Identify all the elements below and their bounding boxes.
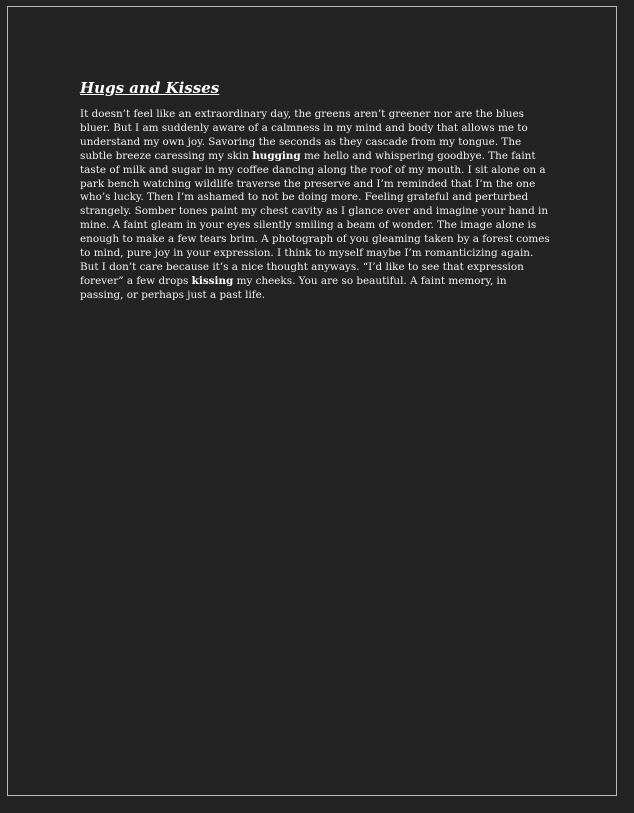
body-text-part-1: It doesn’t feel like an extraordinary day, the greens aren’t greener nor are the blues bluer. But I am suddenly aware of a calmness in my mind and body that allows me to understand my own joy. Savoring the seconds as they cascade from my tongue. The subtle breeze caressing my skin xyxy=(80,108,528,162)
bold-word-kissing: kissing xyxy=(191,274,234,287)
bold-word-hugging: hugging xyxy=(252,149,301,162)
document-content xyxy=(80,79,552,303)
document-page xyxy=(7,6,617,796)
body-text-part-3: my cheeks. You are so beautiful. A faint memory, in passing, or perhaps just a past life. xyxy=(80,274,507,301)
document-title: Hugs and Kisses xyxy=(80,79,220,97)
body-paragraph xyxy=(80,108,552,303)
body-text-part-2: me hello and whispering goodbye. The faint taste of milk and sugar in my coffee dancing along the roof of my mouth. I sit alone on a park bench watching wildlife traverse the preserve and I’m reminded that I’m the one who’s lucky. Then I’m ashamed to not be doing more. Feeling grateful and perturbed strangely. Somber tones paint my chest cavity as I glance over and imagine your hand in mine. A faint gleam in your eyes silently smiling a beam of wonder. The image alone is enough to make a few tears brim. A photograph of you gleaming taken by a forest comes to mind, pure joy in your expression. I think to myself maybe I’m romanticizing again. But I don’t care because it’s a nice thought anyways. “I’d like to see that expression forever” a few drops xyxy=(80,149,550,287)
